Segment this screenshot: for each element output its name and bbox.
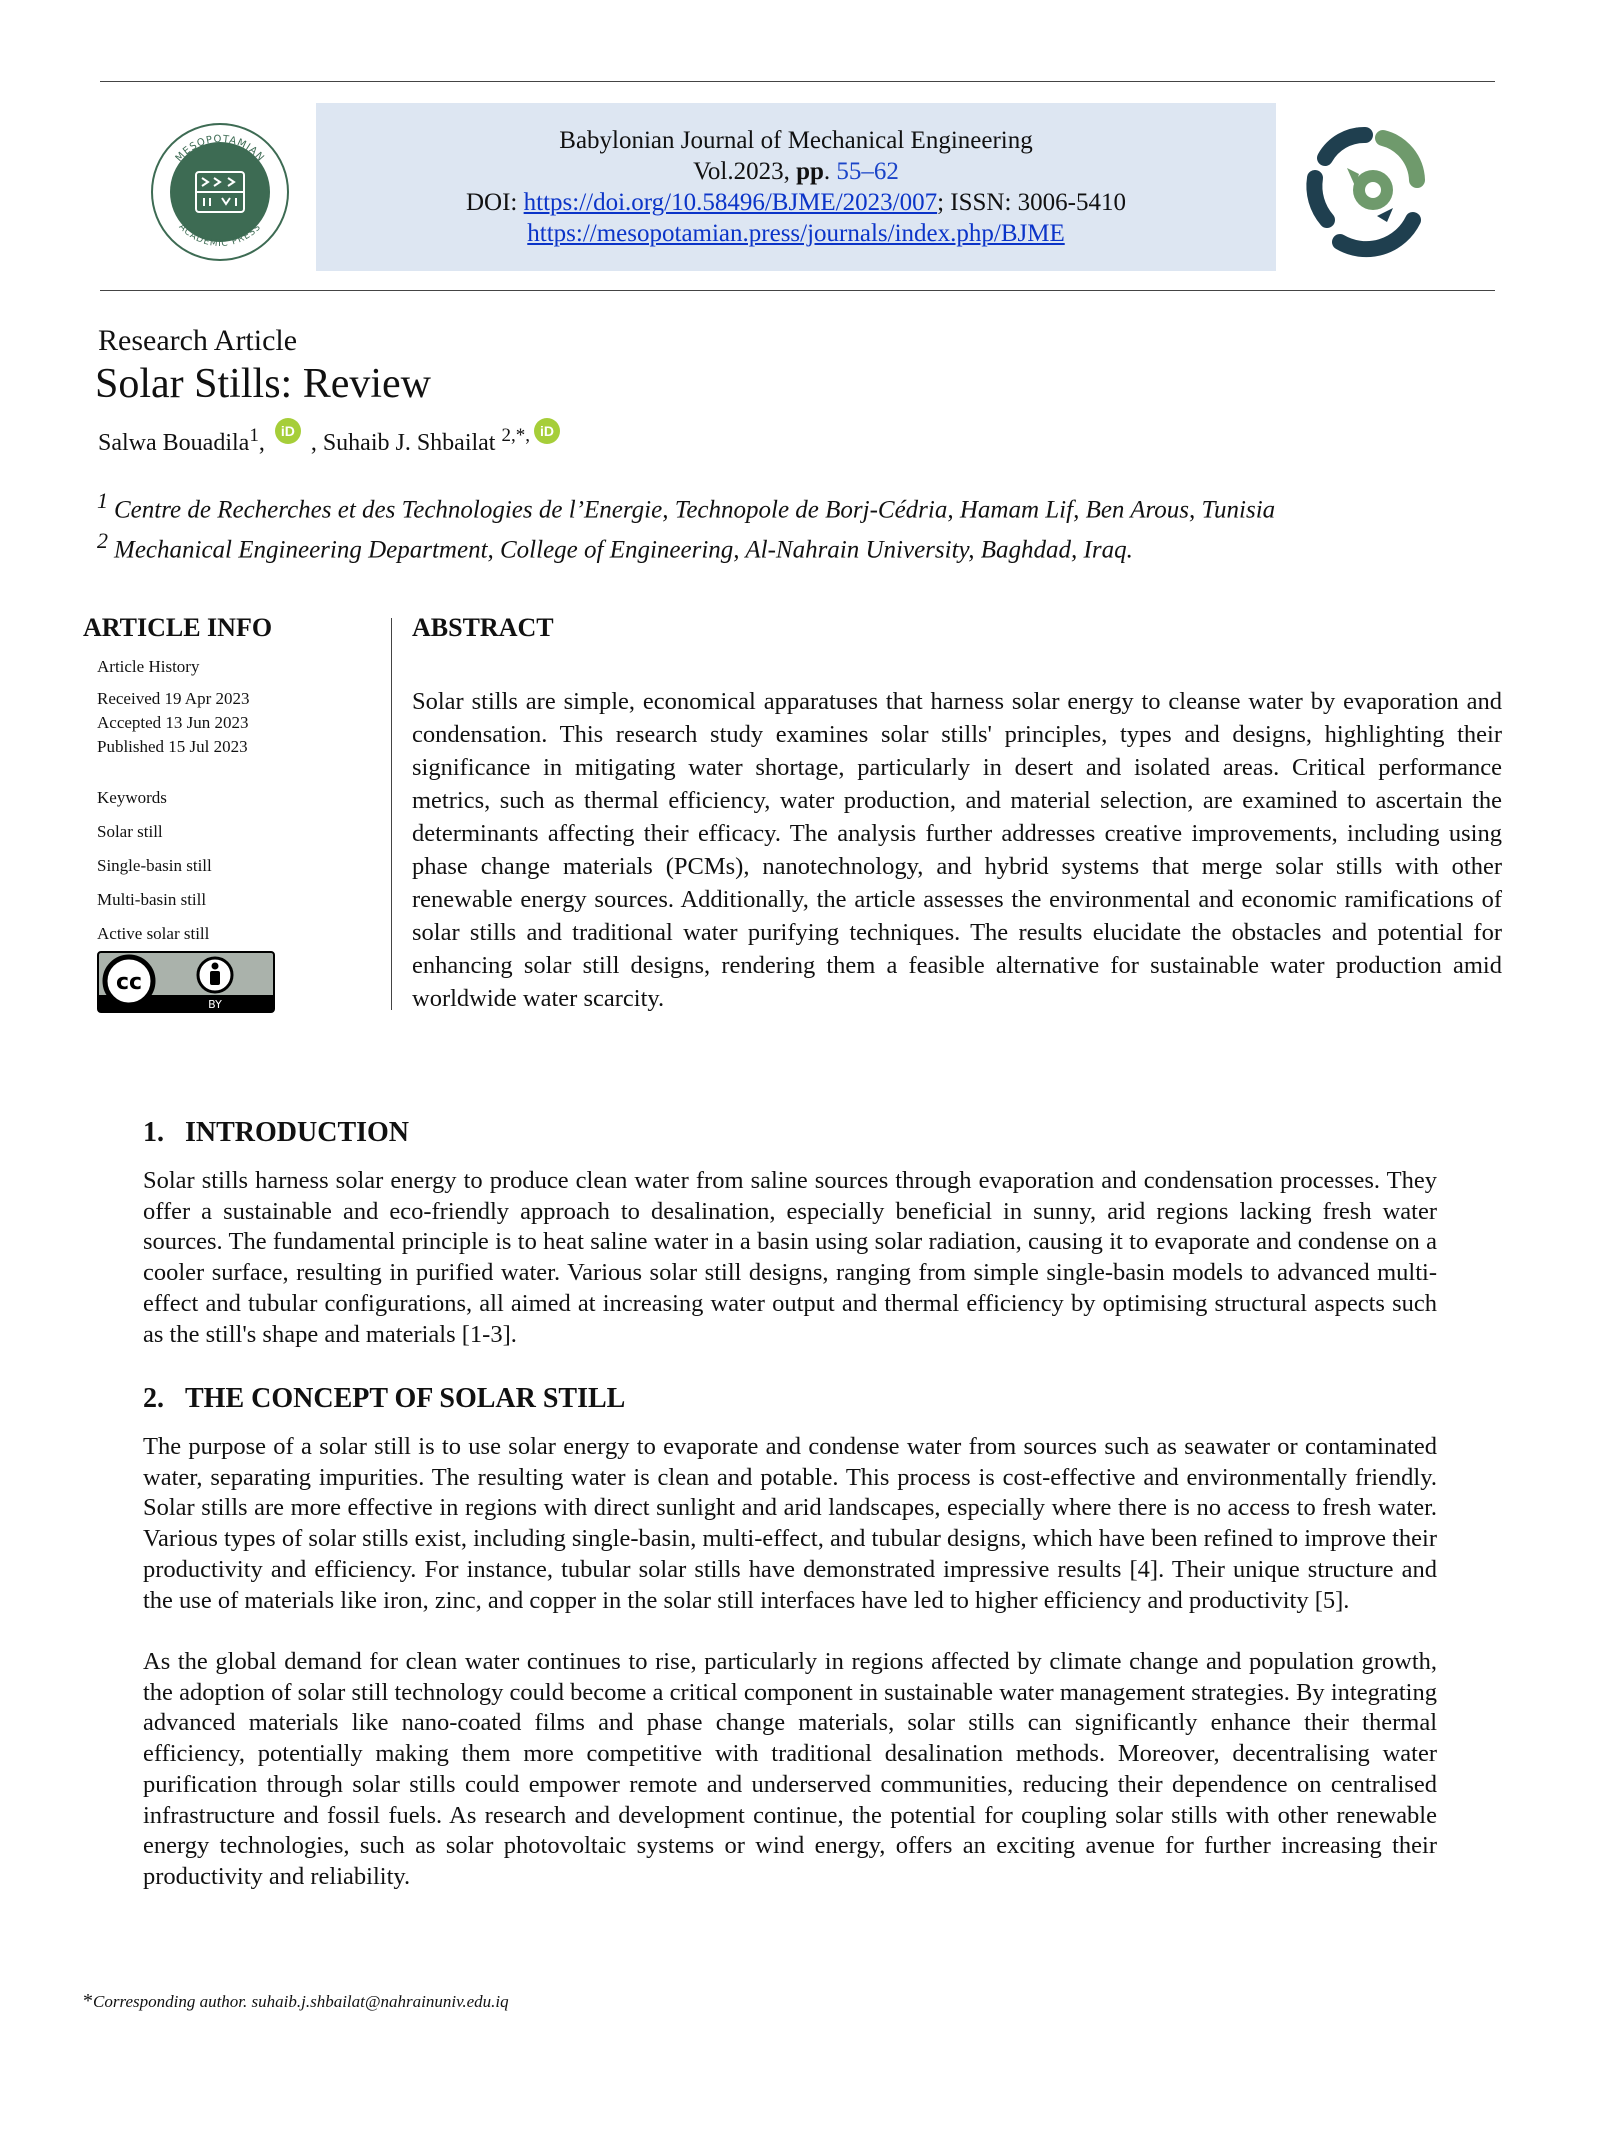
abstract-heading: ABSTRACT <box>412 613 554 642</box>
affiliation: $^1$ Centre de Recherches et des Technologies de l’Energie, Technopole de Borj-Cédria, Hamam Lif, Ben Arous, Tunisia <box>97 488 1276 524</box>
page-range: 55–62 <box>836 158 899 185</box>
svg-text:BY: BY <box>208 998 222 1011</box>
abstract-text: Solar stills are simple, economical apparatuses that harness solar energy to cleanse water by evaporation and condensation. This research study examines solar stills' principles, types and designs, highlighting their significance in mitigating water shortage, particularly in desert and isolated areas. Critical performance metrics, such as thermal efficiency, water production, and material selection, are examined to ascertain the determinants affecting their efficacy. The analysis further addresses creative improvements, including using phase change materials (PCMs), nanotechnology, and hybrid systems that merge solar stills with other renewable energy sources. Additionally, the article assesses the environmental and economic ramifications of solar stills and traditional water purifying techniques. The results elucidate the obstacles and potential for enhancing solar still designs, rendering them a feasible alternative for sustainable water production amid worldwide water scarcity. <box>412 688 1502 1012</box>
author-name: Salwa Bouadila <box>98 430 250 456</box>
author-list: Salwa Bouadila$^1$, iD , Suhaib J. Shbailat $^{2,*,}$ iD <box>98 418 564 457</box>
keyword: Active solar still <box>97 924 210 943</box>
article-info-heading: ARTICLE INFO <box>83 613 273 642</box>
body-paragraph: The purpose of a solar still is to use solar energy to evaporate and condense water from sources such as seawater or contaminated water, separating impurities. The resulting water is clean and potable. This process is cost-effective and environmentally friendly. Solar stills are more effective in regions with direct sunlight and arid landscapes, especially where there is no access to fresh water. Various types of solar stills exist, including single-basin, multi-effect, and tubular designs, which have been refined to improve their productivity and efficiency. For instance, tubular solar stills have demonstrated impressive results [4]. Their unique structure and the use of materials like iron, zinc, and copper in the solar still interfaces have led to higher efficiency and productivity [5]. <box>143 1433 1437 1614</box>
doi-link[interactable]: https://doi.org/10.58496/BJME/2023/007 <box>523 189 938 216</box>
section-heading-concept: 2. THE CONCEPT OF SOLAR STILL <box>143 1383 626 1414</box>
keyword: Multi-basin still <box>97 890 207 909</box>
article-title: Solar Stills: Review <box>95 361 431 407</box>
article-type: Research Article <box>98 324 298 357</box>
header-rule-top <box>100 81 1495 82</box>
keyword: Solar still <box>97 822 163 841</box>
section-heading-introduction: 1. INTRODUCTION <box>143 1117 410 1148</box>
body-paragraph: Solar stills harness solar energy to produce clean water from saline sources through evaporation and condensation processes. They offer a sustainable and eco-friendly approach to desalination, especially beneficial in sunny, arid regions lacking fresh water sources. The fundamental principle is to heat saline water in a basin using solar radiation, causing it to evaporate and condense on a cooler surface, resulting in purified water. Various solar still designs, ranging from simple single-basin models to advanced multi-effect and tubular configurations, all aimed at increasing water output and thermal efficiency by optimising structural aspects such as the still's shape and materials [1-3]. <box>143 1167 1437 1348</box>
orcid-icon[interactable]: iD <box>275 418 301 444</box>
keywords-label: Keywords <box>97 788 167 807</box>
author-name: , Suhaib J. Shbailat <box>310 430 502 456</box>
volume-pages: Vol.2023, pp. 55–62 <box>693 158 899 185</box>
column-divider <box>391 618 392 1010</box>
svg-text:ACADEMIC PRESS: ACADEMIC PRESS <box>176 222 264 250</box>
article-history-dates <box>97 687 250 759</box>
body-paragraph: As the global demand for clean water continues to rise, particularly in regions affected by climate change and population growth, the adoption of solar still technology could become a critical component in sustainable water management strategies. By integrating advanced materials like nano-coated films and phase change materials, solar stills can significantly enhance their thermal efficiency, potentially making them more competitive with traditional desalination methods. Moreover, decentralising water purification through solar stills could empower remote and underserved communities, reducing their dependence on centralised infrastructure and fossil fuels. As research and development continue, the potential for coupling solar stills with other renewable energy technologies, such as solar photovoltaic systems or wind energy, offers an exciting avenue for further increasing their productivity and reliability. <box>143 1648 1437 1890</box>
svg-text:cc: cc <box>115 970 143 995</box>
article-history-label: Article History <box>97 657 200 676</box>
svg-text:MESOPOTAMIAN: MESOPOTAMIAN <box>173 133 267 165</box>
corresponding-author-footnote: *Corresponding author. suhaib.j.shbailat@nahrainuniv.edu.iq <box>83 1990 509 2012</box>
publisher-seal-logo <box>150 122 290 262</box>
doi-line: DOI: https://doi.org/10.58496/BJME/2023/007; ISSN: 3006-5410 <box>465 189 1126 216</box>
journal-logo <box>1295 120 1435 260</box>
journal-url-link[interactable]: https://mesopotamian.press/journals/index.php/BJME <box>527 220 1065 247</box>
received-date: Received 19 Apr 2023 <box>97 689 250 708</box>
journal-header-box <box>316 103 1276 271</box>
orcid-icon[interactable]: iD <box>534 418 560 444</box>
keywords-block <box>97 781 212 951</box>
published-date: Published 15 Jul 2023 <box>97 737 248 756</box>
accepted-date: Accepted 13 Jun 2023 <box>97 713 249 732</box>
keyword: Single-basin still <box>97 856 212 875</box>
cc-by-license-icon[interactable] <box>97 951 275 1013</box>
journal-name: Babylonian Journal of Mechanical Engineering <box>559 127 1033 154</box>
header-rule-bottom <box>100 290 1495 291</box>
affiliation: $^2$ Mechanical Engineering Department, College of Engineering, Al-Nahrain University, Baghdad, Iraq. <box>97 528 1133 564</box>
